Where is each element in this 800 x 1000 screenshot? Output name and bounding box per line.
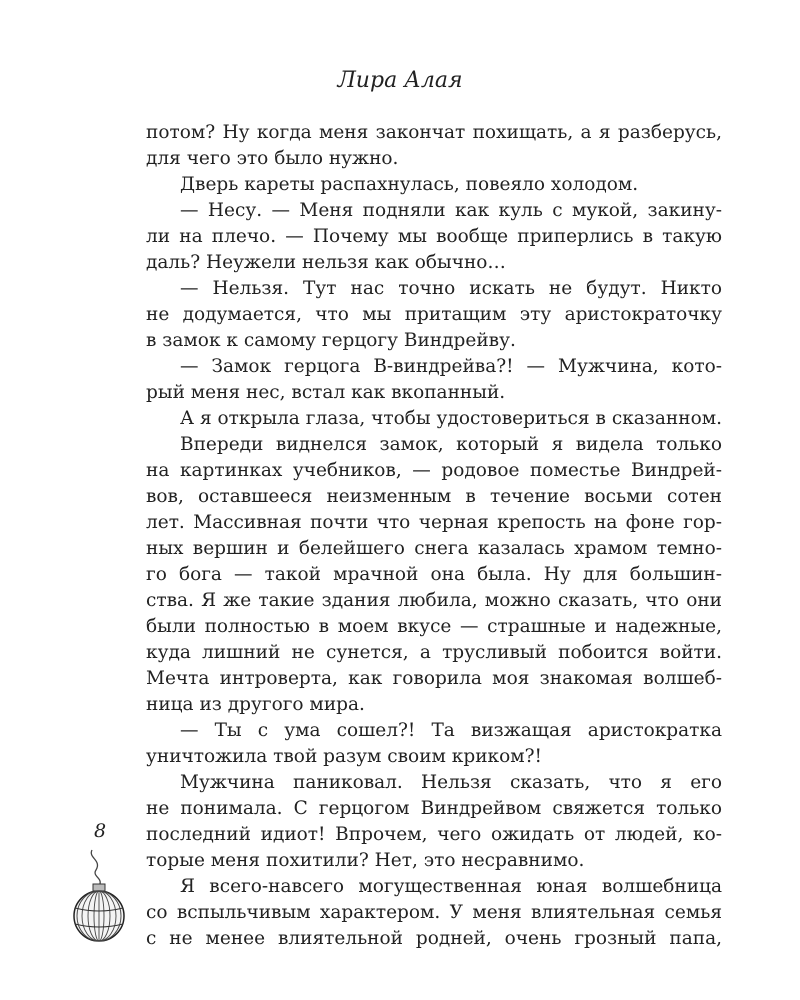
text-line: вов, оставшееся неизменным в течение восьми сотен — [146, 486, 722, 507]
text-line: — Нельзя. Тут нас точно искать не будут. Никто — [180, 278, 722, 299]
text-line: Я всего-навсего могущественная юная волшебница — [180, 876, 722, 897]
text-line: с не менее влиятельной родней, очень грозный папа, — [146, 928, 722, 949]
text-line: не додумается, что мы притащим эту аристократочку — [146, 304, 722, 325]
page-number: 8 — [94, 820, 107, 842]
text-line: А я открыла глаза, чтобы удостовериться в сказанном. — [180, 408, 722, 429]
christmas-ornament-icon — [66, 846, 130, 946]
text-line: Мечта интроверта, как говорила моя знакомая волшеб- — [146, 668, 722, 689]
body-text — [146, 120, 722, 952]
text-line: рый меня нес, встал как вкопанный. — [146, 382, 506, 403]
text-line: последний идиот! Впрочем, чего ожидать от людей, ко- — [146, 824, 722, 845]
text-line: ли на плечо. — Почему мы вообще приперлись в такую — [146, 226, 722, 247]
text-line: куда лишний не сунется, а трусливый побоится войти. — [146, 642, 722, 663]
text-line: даль? Неужели нельзя как обычно… — [146, 252, 506, 273]
text-line: уничтожила твой разум своим криком?! — [146, 746, 542, 767]
text-line: Впереди виднелся замок, который я видела только — [180, 434, 722, 455]
text-line: в замок к самому герцогу Виндрейву. — [146, 330, 516, 351]
text-line: Дверь кареты распахнулась, повеяло холодом. — [180, 174, 639, 195]
text-line: ных вершин и белейшего снега казалась храмом темно- — [146, 538, 722, 559]
text-line: — Ты с ума сошел?! Та визжащая аристократка — [180, 720, 722, 741]
text-line: ница из другого мира. — [146, 694, 365, 715]
text-line: потом? Ну когда меня закончат похищать, а я разберусь, — [146, 122, 722, 143]
running-header-author: Лира Алая — [337, 68, 463, 93]
text-line: — Замок герцога В-виндрейва?! — Мужчина, кото- — [180, 356, 722, 377]
text-line: не понимала. С герцогом Виндрейвом свяжется только — [146, 798, 722, 819]
text-line: торые меня похитили? Нет, это несравнимо. — [146, 850, 585, 871]
text-line: для чего это было нужно. — [146, 148, 399, 169]
text-line: го бога — такой мрачной она была. Ну для большин- — [146, 564, 722, 585]
text-line: ства. Я же такие здания любила, можно сказать, что они — [146, 590, 722, 611]
text-line: Мужчина паниковал. Нельзя сказать, что я его — [180, 772, 722, 793]
text-line: лет. Массивная почти что черная крепость на фоне гор- — [146, 512, 722, 533]
text-line: были полностью в моем вкусе — страшные и надежные, — [146, 616, 722, 637]
text-line: со вспыльчивым характером. У меня влиятельная семья — [146, 902, 722, 923]
text-line: на картинках учебников, — родовое поместье Виндрей- — [146, 460, 722, 481]
text-line: — Несу. — Меня подняли как куль с мукой, закину- — [180, 200, 722, 221]
